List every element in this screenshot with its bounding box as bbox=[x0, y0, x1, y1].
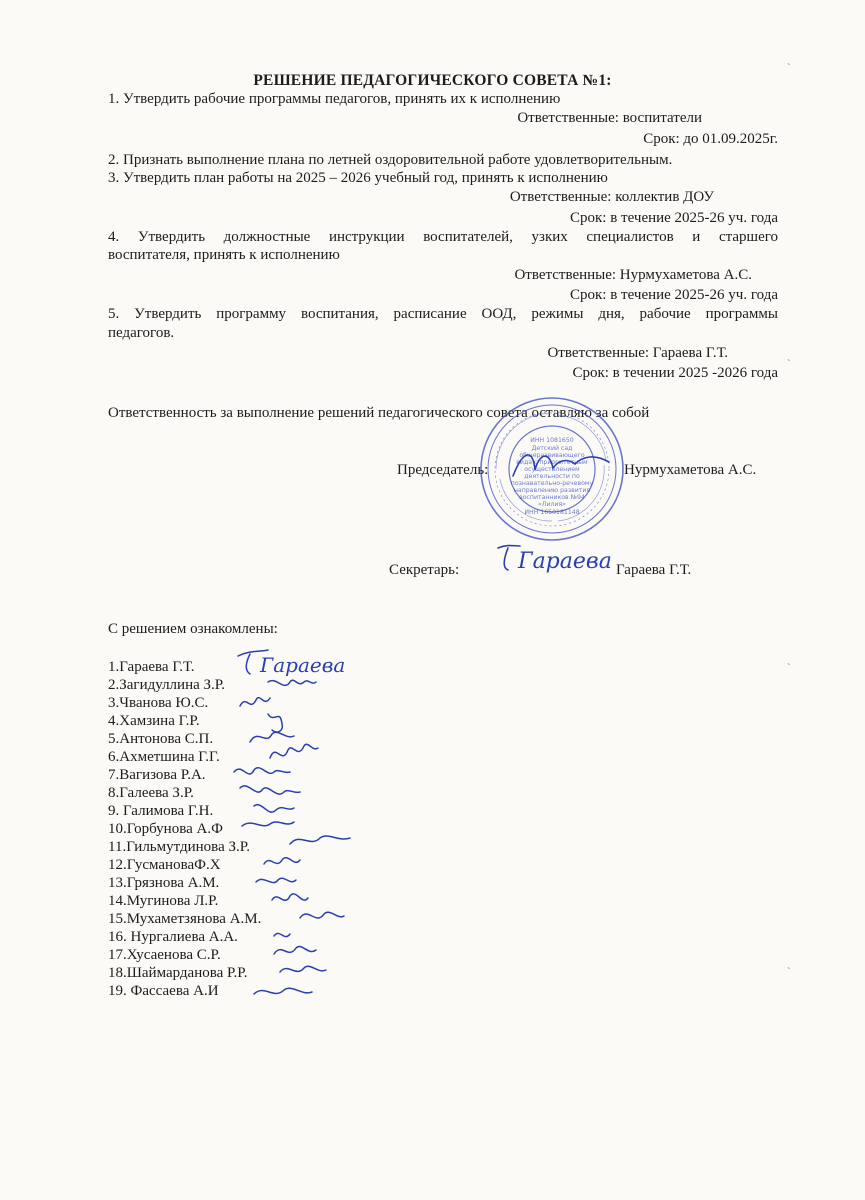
list-item: 1.Гараева Г.Т. bbox=[108, 659, 195, 675]
responsibility-note: Ответственность за выполнение решений педагогического совета оставляю за собой bbox=[108, 405, 650, 421]
item-3-text: 3. Утвердить план работы на 2025 – 2026 учебный год, принять к исполнению bbox=[108, 170, 608, 186]
document-title: РЕШЕНИЕ ПЕДАГОГИЧЕСКОГО СОВЕТА №1: bbox=[253, 72, 612, 89]
item-3-responsible: Ответственные: коллектив ДОУ bbox=[509, 189, 714, 205]
scan-mark: ` bbox=[787, 662, 791, 674]
svg-text:осуществлением: осуществлением bbox=[524, 466, 580, 473]
list-item: 10.Горбунова А.Ф bbox=[108, 821, 223, 837]
scan-mark: ` bbox=[787, 358, 791, 370]
svg-text:«Лилия»: «Лилия» bbox=[538, 501, 566, 508]
list-item: 3.Чванова Ю.С. bbox=[108, 695, 209, 711]
item-5-responsible: Ответственные: Гараева Г.Т. bbox=[547, 345, 728, 361]
list-item: 9. Галимова Г.Н. bbox=[108, 803, 214, 819]
svg-text:воспитанников №94: воспитанников №94 bbox=[519, 494, 585, 501]
item-4-text-line1: 4. Утвердить должностные инструкции воспитателей, узких специалистов и старшего bbox=[108, 229, 778, 245]
svg-text:Гараева: Гараева bbox=[260, 653, 346, 677]
chairman-label: Председатель: bbox=[397, 462, 489, 478]
item-4-text-line2: воспитателя, принять к исполнению bbox=[108, 247, 340, 263]
svg-text:ИНН 1650181148: ИНН 1650181148 bbox=[524, 509, 580, 516]
svg-text:ИНН 1081650: ИНН 1081650 bbox=[530, 437, 574, 444]
list-item: 8.Галеева З.Р. bbox=[108, 785, 194, 801]
item-5-deadline: Срок: в течении 2025 -2026 года bbox=[572, 365, 778, 381]
svg-text:Гараева: Гараева bbox=[518, 549, 612, 574]
secretary-label: Секретарь: bbox=[389, 562, 460, 578]
list-item: 13.Грязнова А.М. bbox=[108, 875, 220, 891]
list-item: 5.Антонова С.П. bbox=[108, 731, 214, 747]
item-3-deadline: Срок: в течение 2025-26 уч. года bbox=[570, 210, 778, 226]
svg-text:Детский сад: Детский сад bbox=[531, 445, 573, 452]
item-4-responsible: Ответственные: Нурмухаметова А.С. bbox=[514, 267, 752, 283]
chairman-name: Нурмухаметова А.С. bbox=[624, 462, 757, 478]
item-1-text: 1. Утвердить рабочие программы педагогов, принять их к исполнению bbox=[108, 91, 561, 107]
item-2-text: 2. Признать выполнение плана по летней оздоровительной работе удовлетворительным. bbox=[108, 152, 673, 168]
scan-mark: ` bbox=[787, 62, 791, 74]
secretary-signature-icon bbox=[494, 540, 612, 580]
list-item: 17.Хусаенова С.Р. bbox=[108, 947, 221, 963]
item-4-deadline: Срок: в течение 2025-26 уч. года bbox=[570, 287, 778, 303]
list-item: 2.Загидуллина З.Р. bbox=[108, 677, 225, 693]
scan-mark: ` bbox=[787, 966, 791, 978]
item-5-text-line2: педагогов. bbox=[108, 325, 175, 341]
item-1-responsible: Ответственные: воспитатели bbox=[517, 110, 702, 126]
svg-text:направлению развития: направлению развития bbox=[513, 487, 591, 494]
item-5-text-line1: 5. Утвердить программу воспитания, расписание ООД, режимы дня, рабочие программы bbox=[108, 306, 778, 322]
list-item: 18.Шаймарданова Р.Р. bbox=[108, 965, 248, 981]
svg-text:деятельности по: деятельности по bbox=[524, 473, 580, 480]
list-item: 19. Фассаева А.И bbox=[108, 983, 219, 999]
list-item: 11.Гильмутдинова З.Р. bbox=[108, 839, 250, 855]
list-item: 4.Хамзина Г.Р. bbox=[108, 713, 200, 729]
list-item: 16. Нургалиева А.А. bbox=[108, 929, 238, 945]
acquaintance-signatures-icon bbox=[228, 642, 378, 1032]
svg-text:вида с приоритетным: вида с приоритетным bbox=[516, 459, 588, 466]
chairman-signature-icon bbox=[505, 440, 625, 490]
svg-text:общеразвивающего: общеразвивающего bbox=[519, 452, 585, 459]
list-item: 12.ГусмановаФ.Х bbox=[108, 857, 221, 873]
list-item: 7.Вагизова Р.А. bbox=[108, 767, 206, 783]
list-item: 6.Ахметшина Г.Г. bbox=[108, 749, 220, 765]
list-item: 14.Мугинова Л.Р. bbox=[108, 893, 219, 909]
item-1-deadline: Срок: до 01.09.2025г. bbox=[643, 131, 778, 147]
secretary-name: Гараева Г.Т. bbox=[616, 562, 692, 578]
acquainted-heading: С решением ознакомлены: bbox=[108, 621, 278, 637]
svg-text:познавательно-речевому: познавательно-речевому bbox=[510, 480, 594, 487]
list-item: 15.Мухаметзянова А.М. bbox=[108, 911, 262, 927]
